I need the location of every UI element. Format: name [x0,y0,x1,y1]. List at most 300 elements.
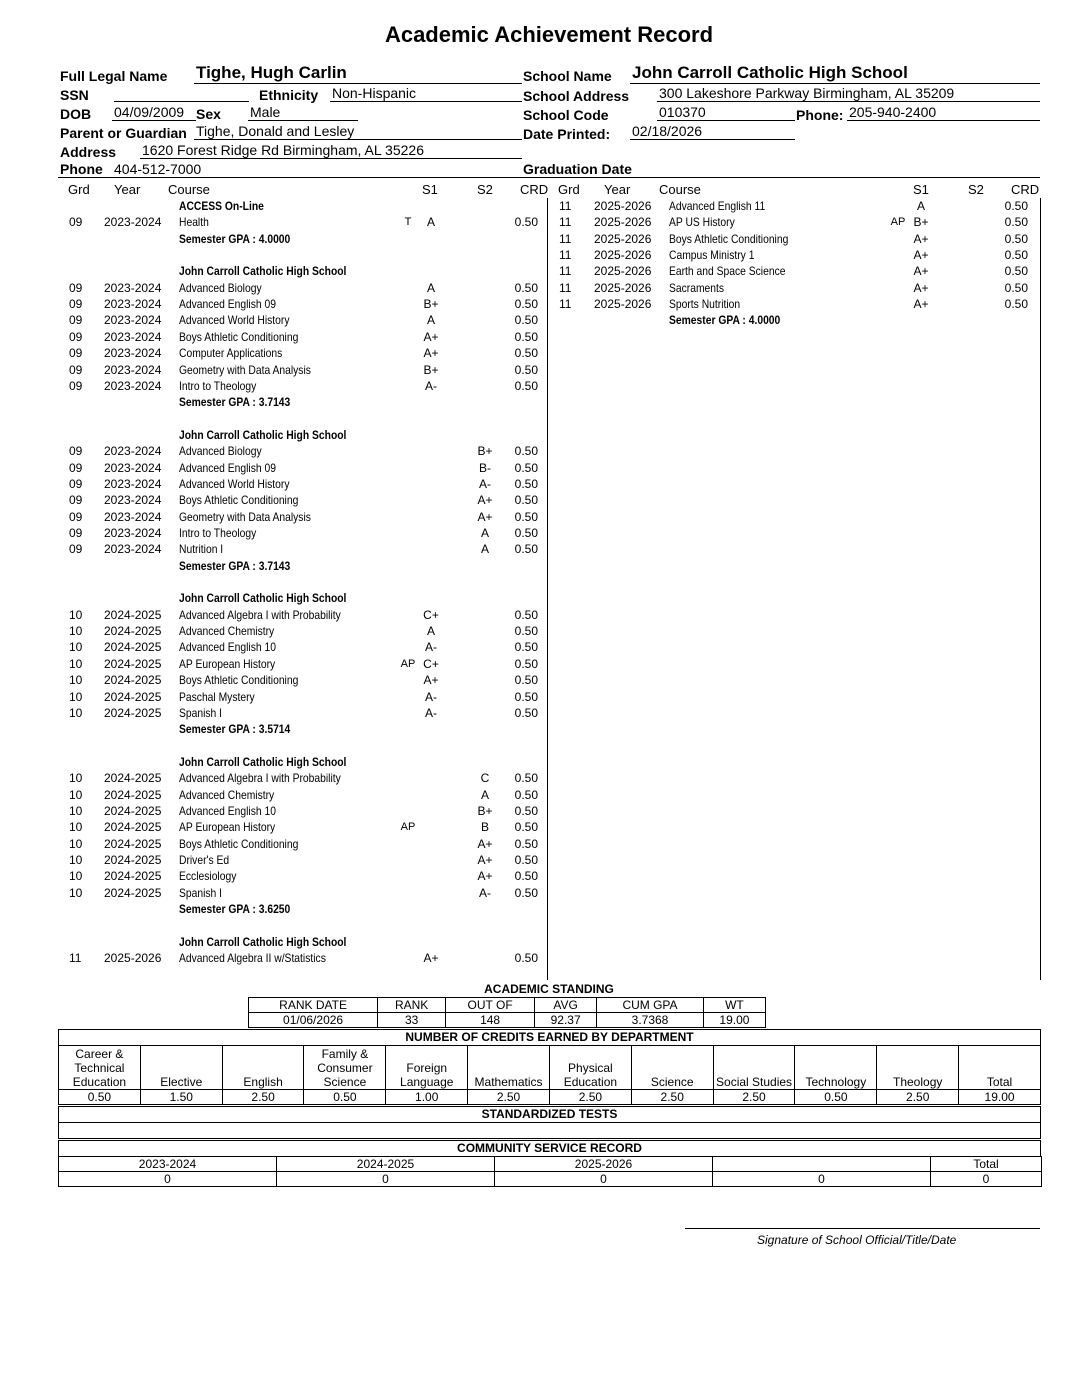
row-grade: 09 [69,378,83,393]
row-credit: 0.50 [514,460,538,475]
row-grade: 11 [559,215,572,230]
credits-header-cell: Theology [877,1046,959,1090]
service-value-cell: 0 [277,1172,495,1187]
row-course: AP US History [669,215,735,230]
row-grade: 11 [69,951,82,966]
row-credit: 0.50 [514,378,538,393]
credits-header-cell: Career & Technical Education [59,1046,141,1090]
row-credit: 0.50 [514,526,538,540]
standing-value-cell: 01/06/2026 [249,1013,378,1028]
row-year: 2024-2025 [104,640,162,655]
row-course: Computer Applications [179,346,283,361]
standing-header-cell: WT [703,998,765,1013]
row-year: 2024-2025 [104,836,162,851]
row-s1: A+ [423,346,439,361]
row-course: Geometry with Data Analysis [179,362,311,377]
col-course-left: Course [168,182,210,197]
row-s2: A [480,787,489,802]
row-year: 2025-2026 [594,297,652,312]
row-course: Driver's Ed [179,853,230,867]
standing-value-cell: 3.7368 [597,1013,704,1028]
school-code-label: School Code [523,107,609,123]
row-grade: 10 [69,624,83,639]
standardized-tests-body [58,1122,1041,1139]
row-grade: 10 [69,885,83,900]
row-course: Health [179,215,209,230]
row-credit: 0.50 [514,640,538,655]
row-credit: 0.50 [1004,264,1028,279]
row-s2: B+ [477,803,493,818]
row-grade: 09 [69,444,83,459]
row-course: Advanced English 10 [179,803,276,818]
row-grade: 11 [559,231,572,246]
row-course: AP European History [179,656,276,671]
row-course: Advanced Biology [179,280,262,295]
row-grade: 09 [69,460,83,475]
row-credit: 0.50 [514,771,538,786]
graduation-date-label: Graduation Date [523,161,632,177]
row-grade: 10 [69,771,83,786]
dob-label: DOB [60,106,92,122]
row-year: 2024-2025 [104,689,162,704]
row-course: Advanced English 11 [669,199,766,213]
sex-value: Male [250,104,281,120]
credits-header-cell: Family & Consumer Science [304,1046,386,1090]
row-s1: A+ [913,297,929,312]
row-credit: 0.50 [514,329,538,344]
row-s1: A- [425,378,437,393]
row-credit: 0.50 [514,346,538,361]
standing-header-cell: AVG [535,998,597,1013]
ethnicity-label: Ethnicity [259,87,319,103]
row-year: 2024-2025 [104,853,162,867]
row-s1: A [426,215,435,230]
ssn-label: SSN [60,87,89,103]
row-credit: 0.50 [514,509,538,524]
school-code-value: 010370 [659,104,706,120]
row-year: 2023-2024 [104,297,162,312]
service-header-cell: 2024-2025 [277,1157,495,1172]
credits-value-cell: 0.50 [795,1090,877,1105]
row-credit: 0.50 [514,820,538,835]
row-s1: A+ [913,280,929,295]
signature-caption: Signature of School Official/Title/Date [757,1233,957,1247]
row-year: 2025-2026 [594,248,652,263]
semester-gpa: Semester GPA : 4.0000 [179,231,291,246]
service-header-cell: 2025-2026 [495,1157,713,1172]
school-phone-value: 205-940-2400 [849,104,937,120]
row-course: Intro to Theology [179,526,257,540]
school-heading: John Carroll Catholic High School [179,934,347,949]
row-grade: 09 [69,362,83,377]
school-heading: John Carroll Catholic High School [179,591,347,606]
row-course: Advanced Biology [179,444,262,459]
credits-header-cell: Elective [140,1046,222,1090]
row-year: 2024-2025 [104,673,162,688]
row-year: 2023-2024 [104,313,162,328]
row-course: AP European History [179,820,276,835]
col-grd-right: Grd [558,182,580,197]
row-course: Intro to Theology [179,378,257,393]
row-s2: A [480,526,489,540]
row-course: Advanced Algebra I with Probability [179,607,341,622]
col-crd-right: CRD [1011,182,1040,197]
credits-title: NUMBER OF CREDITS EARNED BY DEPARTMENT [58,1029,1041,1046]
phone-value: 404-512-7000 [114,161,202,177]
semester-gpa: Semester GPA : 3.5714 [179,722,291,737]
row-s1: A- [425,705,437,720]
row-course: Boys Athletic Conditioning [179,673,299,688]
row-s1: A [426,624,435,639]
row-credit: 0.50 [514,951,538,966]
academic-standing-title: ACADEMIC STANDING [484,982,614,996]
col-year-left: Year [114,182,141,197]
semester-gpa: Semester GPA : 3.6250 [179,902,291,917]
row-credit: 0.50 [514,542,538,557]
row-grade: 10 [69,705,83,720]
row-credit: 0.50 [514,297,538,312]
row-year: 2024-2025 [104,869,162,884]
row-year: 2023-2024 [104,329,162,344]
address-value: 1620 Forest Ridge Rd Birmingham, AL 35226 [142,142,424,158]
credits-value-cell: 1.00 [386,1090,468,1105]
row-year: 2024-2025 [104,771,162,786]
guardian-label: Parent or Guardian [60,125,187,141]
row-credit: 0.50 [1004,199,1028,213]
credits-value-cell: 0.50 [304,1090,386,1105]
school-name-value: John Carroll Catholic High School [632,63,908,82]
row-grade: 11 [559,248,572,263]
row-year: 2023-2024 [104,460,162,475]
community-service-title: COMMUNITY SERVICE RECORD [58,1140,1041,1157]
row-grade: 10 [69,689,83,704]
credits-header-cell: Science [631,1046,713,1090]
service-header-cell: 2023-2024 [59,1157,277,1172]
row-credit: 0.50 [514,689,538,704]
credits-value-cell: 2.50 [877,1090,959,1105]
row-grade: 10 [69,820,83,835]
row-flag: AP [890,216,906,229]
page-title: Academic Achievement Record [384,22,714,47]
row-year: 2025-2026 [594,231,652,246]
row-credit: 0.50 [514,313,538,328]
semester-gpa: Semester GPA : 3.7143 [179,558,291,573]
standing-value-cell: 19.00 [703,1013,765,1028]
date-printed-label: Date Printed: [523,126,611,142]
sex-label: Sex [196,106,221,122]
row-course: Advanced English 09 [179,460,276,475]
row-s1: A+ [423,951,439,966]
row-year: 2024-2025 [104,803,162,818]
service-value-cell: 0 [713,1172,931,1187]
row-course: Campus Ministry 1 [669,248,755,263]
row-course: Advanced English 09 [179,297,276,312]
row-grade: 09 [69,280,83,295]
row-credit: 0.50 [514,444,538,459]
row-s2: A+ [477,869,493,884]
row-credit: 0.50 [1004,215,1028,230]
row-s1: A [426,280,435,295]
school-address-label: School Address [523,88,630,104]
row-course: Boys Athletic Conditioning [179,493,299,508]
row-s1: B+ [423,362,439,377]
row-year: 2025-2026 [104,951,162,966]
date-printed-value: 02/18/2026 [632,123,703,139]
row-s1: A+ [423,329,439,344]
semester-gpa: Semester GPA : 3.7143 [179,395,291,410]
row-flag: AP [400,657,416,670]
credits-value-cell: 19.00 [959,1090,1041,1105]
row-credit: 0.50 [1004,280,1028,295]
row-grade: 09 [69,346,83,361]
row-year: 2025-2026 [594,199,652,213]
row-course: Boys Athletic Conditioning [179,836,299,851]
col-s2-left: S2 [477,182,493,197]
dob-value: 04/09/2009 [114,104,185,120]
row-s1: A [426,313,435,328]
row-year: 2025-2026 [594,280,652,295]
row-course: Advanced Algebra II w/Statistics [179,951,326,966]
row-s2: A- [479,476,491,491]
row-s1: A+ [913,264,929,279]
row-course: Geometry with Data Analysis [179,509,311,524]
row-year: 2023-2024 [104,493,162,508]
row-grade: 10 [69,656,83,671]
row-grade: 09 [69,329,83,344]
row-course: Nutrition I [179,542,224,557]
full-name-value: Tighe, Hugh Carlin [196,63,347,82]
service-value-cell: 0 [495,1172,713,1187]
community-service-table [58,1156,1042,1187]
row-year: 2024-2025 [104,607,162,622]
row-s1: A+ [913,231,929,246]
row-s2: A [480,542,489,557]
row-credit: 0.50 [514,215,538,230]
row-year: 2023-2024 [104,444,162,459]
row-course: Advanced Chemistry [179,787,275,802]
guardian-value: Tighe, Donald and Lesley [196,123,355,139]
row-course: Sacraments [669,280,725,295]
row-grade: 10 [69,853,83,867]
row-credit: 0.50 [514,476,538,491]
row-credit: 0.50 [514,280,538,295]
row-year: 2024-2025 [104,787,162,802]
row-course: Advanced World History [179,313,290,328]
row-course: Boys Athletic Conditioning [179,329,299,344]
row-grade: 10 [69,607,83,622]
row-s1: B+ [423,297,439,312]
row-flag: AP [400,821,416,834]
row-year: 2023-2024 [104,280,162,295]
col-s1-right: S1 [913,182,929,197]
ethnicity-value: Non-Hispanic [332,85,417,101]
row-credit: 0.50 [514,656,538,671]
row-year: 2023-2024 [104,542,162,557]
row-grade: 11 [559,199,572,213]
row-year: 2023-2024 [104,476,162,491]
row-s1: C+ [423,656,439,671]
service-header-cell: Total [931,1157,1042,1172]
row-grade: 10 [69,640,83,655]
col-s1-left: S1 [422,182,438,197]
row-flag: T [404,216,412,229]
standing-value-cell: 33 [378,1013,446,1028]
standing-value-cell: 148 [446,1013,535,1028]
row-credit: 0.50 [514,705,538,720]
row-grade: 10 [69,836,83,851]
row-grade: 09 [69,493,83,508]
row-year: 2024-2025 [104,885,162,900]
row-course: Paschal Mystery [179,689,255,704]
row-grade: 10 [69,869,83,884]
row-s1: A- [425,689,437,704]
row-year: 2024-2025 [104,656,162,671]
row-credit: 0.50 [514,836,538,851]
row-year: 2023-2024 [104,215,162,230]
row-s2: A+ [477,853,493,867]
row-year: 2024-2025 [104,624,162,639]
phone-label: Phone [60,161,103,177]
row-year: 2024-2025 [104,820,162,835]
row-credit: 0.50 [514,493,538,508]
credits-value-cell: 2.50 [713,1090,795,1105]
row-s1: A+ [423,673,439,688]
credits-header-cell: Total [959,1046,1041,1090]
row-grade: 11 [559,264,572,279]
row-credit: 0.50 [514,787,538,802]
row-credit: 0.50 [514,362,538,377]
row-grade: 09 [69,542,83,557]
credits-header-cell: Social Studies [713,1046,795,1090]
school-name-label: School Name [523,68,612,84]
row-year: 2023-2024 [104,362,162,377]
standing-header-cell: RANK [378,998,446,1013]
row-course: Advanced Algebra I with Probability [179,771,341,786]
row-course: Advanced Chemistry [179,624,275,639]
credits-header-cell: Foreign Language [386,1046,468,1090]
col-year-right: Year [604,182,631,197]
standing-header-cell: CUM GPA [597,998,704,1013]
row-credit: 0.50 [514,853,538,867]
row-grade: 11 [559,280,572,295]
row-s1: C+ [423,607,439,622]
service-value-cell: 0 [59,1172,277,1187]
row-year: 2023-2024 [104,378,162,393]
row-credit: 0.50 [514,607,538,622]
row-credit: 0.50 [514,673,538,688]
credits-value-cell: 2.50 [631,1090,713,1105]
row-grade: 10 [69,803,83,818]
school-heading: ACCESS On-Line [179,199,264,213]
row-s2: B+ [477,444,493,459]
credits-header-cell: Physical Education [549,1046,631,1090]
standing-value-cell: 92.37 [535,1013,597,1028]
credits-header-cell: English [222,1046,304,1090]
row-course: Sports Nutrition [669,297,741,312]
row-s2: C [480,771,490,786]
row-year: 2023-2024 [104,526,162,540]
col-course-right: Course [659,182,701,197]
school-phone-label: Phone: [796,107,844,123]
service-header-cell [713,1157,931,1172]
row-s1: A+ [913,248,929,263]
standardized-tests-title: STANDARDIZED TESTS [58,1106,1041,1123]
row-grade: 09 [69,526,83,540]
standing-header-cell: OUT OF [446,998,535,1013]
school-heading: John Carroll Catholic High School [179,754,347,769]
row-grade: 09 [69,509,83,524]
address-label: Address [60,144,117,160]
row-grade: 10 [69,673,83,688]
school-heading: John Carroll Catholic High School [179,427,347,442]
row-grade: 11 [559,297,572,312]
row-course: Earth and Space Science [669,264,786,279]
row-credit: 0.50 [1004,297,1028,312]
credits-value-cell: 1.50 [140,1090,222,1105]
row-year: 2025-2026 [594,264,652,279]
row-s2: A+ [477,493,493,508]
row-credit: 0.50 [514,803,538,818]
row-s1: B+ [913,215,929,230]
row-credit: 0.50 [1004,231,1028,246]
credits-value-cell: 2.50 [222,1090,304,1105]
service-value-cell: 0 [931,1172,1042,1187]
row-s2: A- [479,885,491,900]
row-year: 2023-2024 [104,346,162,361]
row-grade: 09 [69,297,83,312]
row-s2: A+ [477,836,493,851]
row-credit: 0.50 [514,624,538,639]
row-course: Advanced English 10 [179,640,276,655]
row-credit: 0.50 [514,869,538,884]
row-credit: 0.50 [1004,248,1028,263]
credits-value-cell: 2.50 [468,1090,550,1105]
credits-table [58,1045,1041,1105]
full-name-label: Full Legal Name [60,68,168,84]
credits-value-cell: 2.50 [549,1090,631,1105]
semester-gpa: Semester GPA : 4.0000 [669,313,781,328]
row-grade: 10 [69,787,83,802]
school-heading: John Carroll Catholic High School [179,264,347,279]
row-s2: B [480,820,489,835]
standing-header-cell: RANK DATE [249,998,378,1013]
row-s1: A [916,199,925,213]
row-grade: 09 [69,313,83,328]
row-credit: 0.50 [514,885,538,900]
row-course: Advanced World History [179,476,290,491]
school-address-value: 300 Lakeshore Parkway Birmingham, AL 35209 [659,85,955,101]
row-course: Boys Athletic Conditioning [669,231,789,246]
col-crd-left: CRD [520,182,549,197]
row-year: 2025-2026 [594,215,652,230]
credits-value-cell: 0.50 [59,1090,141,1105]
row-s2: B- [479,460,491,475]
row-grade: 09 [69,215,83,230]
row-course: Ecclesiology [179,869,237,884]
col-grd-left: Grd [68,182,90,197]
row-course: Spanish I [179,705,223,720]
col-s2-right: S2 [968,182,984,197]
row-s2: A+ [477,509,493,524]
row-course: Spanish I [179,885,223,900]
academic-standing-table [248,997,766,1028]
credits-header-cell: Technology [795,1046,877,1090]
row-s1: A- [425,640,437,655]
row-grade: 09 [69,476,83,491]
row-year: 2024-2025 [104,705,162,720]
credits-header-cell: Mathematics [468,1046,550,1090]
row-year: 2023-2024 [104,509,162,524]
